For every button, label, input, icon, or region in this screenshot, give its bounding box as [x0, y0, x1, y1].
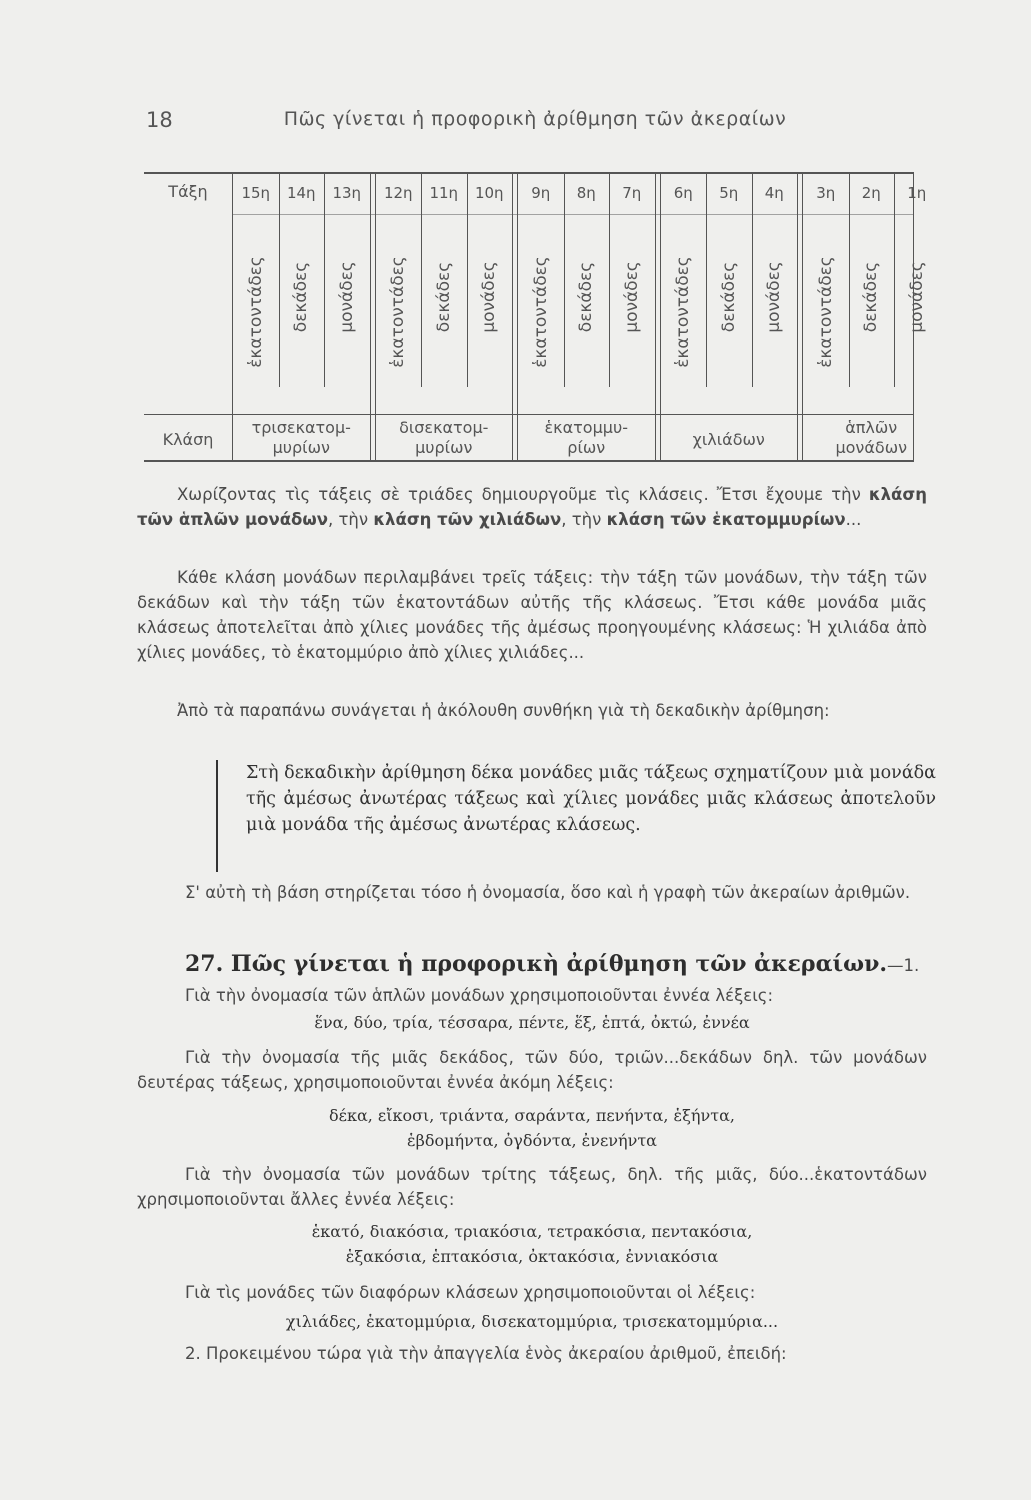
- unit-cell: μονάδες: [479, 261, 500, 333]
- unit-cell: μονάδες: [906, 261, 927, 333]
- section-intro: —1. Γιὰ τὴν ὀνομασία τῶν ἁπλῶν μονάδων χρησιμοποιοῦνται ἐννέα λέξεις:: [185, 956, 920, 1005]
- running-title: Πῶς γίνεται ἡ προφορικὴ ἀρίθμηση τῶν ἀκεραίων: [283, 108, 787, 130]
- p1-text-a: Χωρίζοντας τὶς τάξεις σὲ τριάδες δημιουργοῦμε τὶς κλάσεις. Ἔτσι ἔχουμε τὴν: [177, 485, 869, 504]
- class-line1: ἁπλῶν: [845, 418, 898, 437]
- unit-cell: ἑκατοντάδες: [530, 256, 551, 368]
- rank-cell: 2η: [861, 184, 881, 202]
- paragraph-class-words: Γιὰ τὶς μονάδες τῶν διαφόρων κλάσεων χρησιμοποιοῦνται οἱ λέξεις:: [185, 1283, 756, 1302]
- rank-cell: 8η: [576, 184, 596, 202]
- unit-cell: ἑκατοντάδες: [245, 256, 266, 368]
- p1-text-d: , τὴν: [561, 510, 607, 529]
- p1-bold-thousands: κλάση τῶν χιλιάδων: [373, 510, 562, 529]
- rank-cell: 14η: [286, 184, 316, 202]
- paragraph-classes: [137, 482, 927, 532]
- words-hundreds-line2: ἑξακόσια, ἑπτακόσια, ὀκτακόσια, ἐννιακόσια: [345, 1247, 719, 1266]
- unit-cell: μονάδες: [336, 261, 357, 333]
- rank-cell: 15η: [241, 184, 271, 202]
- rank-cell: 4η: [764, 184, 784, 202]
- rank-cell: 9η: [531, 184, 551, 202]
- paragraph-announcement: 2. Προκειμένου τώρα γιὰ τὴν ἀπαγγελία ἑνὸς ἀκεραίου ἀριθμοῦ, ἐπειδή:: [185, 1344, 787, 1363]
- unit-cell: ἑκατοντάδες: [815, 256, 836, 368]
- p1-bold-simple-units: κλάση τῶν ἁπλῶν μονάδων: [137, 485, 927, 529]
- section-title: 27. Πῶς γίνεται ἡ προφορικὴ ἀρίθμηση τῶν ἀκεραίων.: [185, 951, 888, 977]
- class-cell: [803, 418, 940, 458]
- rank-cell: 12η: [383, 184, 413, 202]
- unit-cell: μονάδες: [621, 261, 642, 333]
- rank-cell: 6η: [673, 184, 693, 202]
- p1-bold-millions: κλάση τῶν ἑκατομμυρίων: [606, 510, 846, 529]
- unit-cell: ἑκατοντάδες: [388, 256, 409, 368]
- unit-cell: δεκάδες: [576, 261, 597, 333]
- unit-cell: δεκάδες: [433, 261, 454, 333]
- class-cell: [661, 430, 798, 450]
- class-cell: [518, 418, 655, 458]
- unit-cell: δεκάδες: [291, 261, 312, 333]
- class-line2: μυρίων: [415, 438, 473, 457]
- p1-text-c: , τὴν: [327, 510, 374, 529]
- unit-cell: δεκάδες: [718, 261, 739, 333]
- paragraph-class-ranks: Κάθε κλάση μονάδων περιλαμβάνει τρεῖς τάξεις: τὴν τάξη τῶν μονάδων, τὴν τάξη τῶν δεκάδων καὶ τὴν τάξη τῶν ἑκατοντάδων αὐτῆς τῆς κλάσεως. Ἔτσι κάθε μονάδα μιᾶς κλάσεως ἀποτελεῖται ἀπὸ χίλιες μονάδες τῆς ἀμέσως προηγουμένης κλάσεως: Ἡ χιλιάδα ἀπὸ χίλιες μονάδες, τὸ ἑκατομμύριο ἀπὸ χίλιες χιλιάδες...: [137, 568, 927, 662]
- rank-cell: 10η: [474, 184, 504, 202]
- p1-text-e: ...: [845, 510, 862, 529]
- class-line1: ἑκατομμυ-: [544, 418, 628, 437]
- class-line1: δισεκατομ-: [399, 418, 489, 437]
- unit-cell: δεκάδες: [861, 261, 882, 333]
- paragraph-basis: Σ' αὐτὴ τὴ βάση στηρίζεται τόσο ἡ ὀνομασία, ὅσο καὶ ἡ γραφὴ τῶν ἀκεραίων ἀριθμῶν.: [185, 883, 911, 902]
- paragraph-hundreds: Γιὰ τὴν ὀνομασία τῶν μονάδων τρίτης τάξεως, δηλ. τῆς μιᾶς, δύο...ἑκατοντάδων χρησιμοποιοῦνται ἄλλες ἐννέα λέξεις:: [137, 1165, 927, 1209]
- rule-box-bar: [216, 760, 218, 872]
- rank-cell: 13η: [332, 184, 362, 202]
- paragraph-tens: Γιὰ τὴν ὀνομασία τῆς μιᾶς δεκάδος, τῶν δύο, τριῶν...δεκάδων δηλ. τῶν μονάδων δευτέρας τάξεως, χρησιμοποιοῦνται ἐννέα ἀκόμη λέξεις:: [137, 1048, 927, 1092]
- page-header: [140, 108, 930, 148]
- words-units: ἕνα, δύο, τρία, τέσσαρα, πέντε, ἕξ, ἑπτά, ὀκτώ, ἐννέα: [314, 1013, 750, 1032]
- unit-cell: ἑκατοντάδες: [673, 256, 694, 368]
- page-number: 18: [146, 108, 173, 132]
- class-line2: μονάδων: [835, 438, 908, 457]
- rank-cell: 1η: [907, 184, 927, 202]
- rank-cell: 7η: [622, 184, 642, 202]
- rank-cell: 5η: [719, 184, 739, 202]
- rank-row-label: Τάξη: [168, 182, 208, 201]
- rule-text: Στὴ δεκαδικὴν ἀρίθμηση δέκα μονάδες μιᾶς τάξεως σχηματίζουν μιὰ μονάδα τῆς ἀμέσως ἀνωτέρας τάξεως καὶ χίλιες μονάδες μιᾶς κλάσεως ἀποτελοῦν μιὰ μονάδα τῆς ἀμέσως ἀνωτέρας κλάσεως.: [246, 763, 936, 835]
- paragraph-conclusion: Ἀπὸ τὰ παραπάνω συνάγεται ἡ ἀκόλουθη συνθήκη γιὰ τὴ δεκαδικὴν ἀρίθμηση:: [177, 701, 830, 720]
- words-classes: χιλιάδες, ἑκατομμύρια, δισεκατομμύρια, τρισεκατομμύρια...: [285, 1312, 779, 1331]
- words-hundreds-line1: ἑκατό, διακόσια, τριακόσια, τετρακόσια, πεντακόσια,: [311, 1222, 753, 1241]
- class-cell: [376, 418, 513, 458]
- rank-cell: 3η: [816, 184, 836, 202]
- section-27: [185, 950, 930, 1010]
- unit-cell: μονάδες: [764, 261, 785, 333]
- class-line2: ρίων: [567, 438, 606, 457]
- rank-cell: 11η: [429, 184, 459, 202]
- class-line1: τρισεκατομ-: [251, 418, 351, 437]
- class-cell: [233, 418, 370, 458]
- rank-class-table: [144, 172, 927, 462]
- rule-box: [216, 760, 936, 872]
- class-line2: μυρίων: [272, 438, 330, 457]
- class-line1: χιλιάδων: [692, 430, 765, 449]
- words-tens-line1: δέκα, εἴκοσι, τριάντα, σαράντα, πενήντα, ἑξήντα,: [329, 1106, 735, 1125]
- class-row-label: Κλάση: [162, 430, 214, 449]
- words-tens-line2: ἑβδομήντα, ὀγδόντα, ἐνενήντα: [407, 1131, 657, 1150]
